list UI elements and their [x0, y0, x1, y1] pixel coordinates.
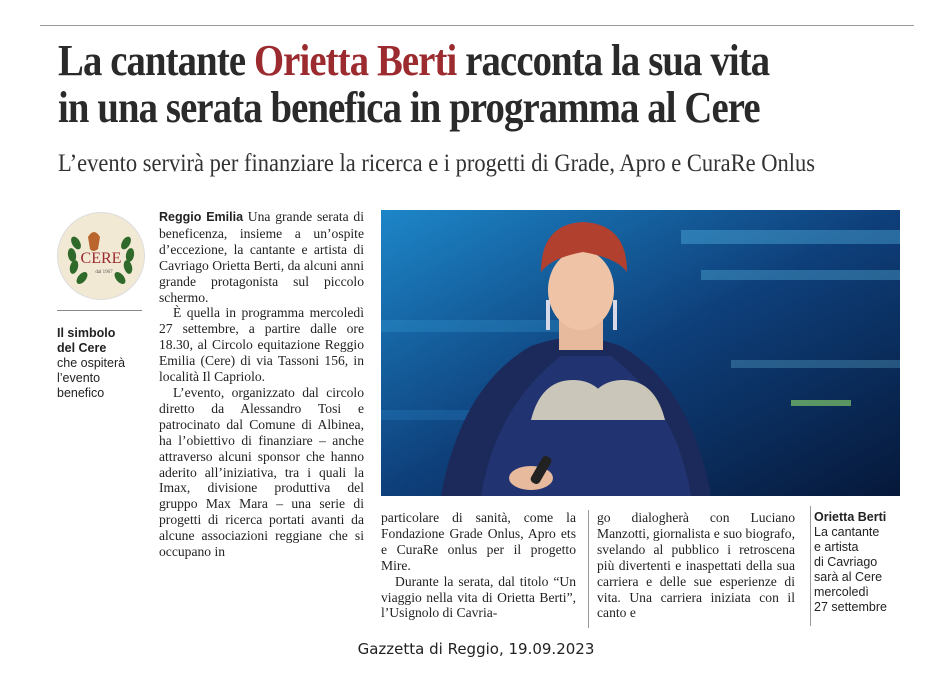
- paragraph-5: Durante la serata, dal titolo “Un viaggio nella vita di Orietta Berti”, l’Usignolo di Cavria-: [381, 573, 576, 621]
- caption-logo: [57, 326, 149, 401]
- headline-before: La cantante: [58, 36, 254, 85]
- caption-photo-line6: 27 settembre: [814, 600, 887, 614]
- headline-after: racconta la sua vita: [456, 36, 770, 85]
- caption-photo-line2: e artista: [814, 540, 859, 554]
- paragraph-1: [159, 209, 364, 305]
- caption-logo-bold1: Il simbolo: [57, 326, 116, 340]
- logo-small-text: dal 1967: [95, 270, 113, 275]
- logo-text: CERE: [80, 250, 122, 267]
- paragraph-2: È quella in programma mercoledì 27 settembre, a partire dalle ore 18.30, al Circolo equitazione Reggio Emilia (Cere) di via Tassoni 156, in località Il Capriolo.: [159, 305, 364, 385]
- paragraph-4: particolare di sanità, come la Fondazione Grade Onlus, Apro ets e CuraRe onlus per il progetto Mire.: [381, 510, 576, 573]
- caption-photo-line1: La cantante: [814, 525, 880, 539]
- dateline-place: Reggio Emilia: [159, 210, 244, 224]
- headline-highlight: Orietta Berti: [253, 36, 457, 85]
- logo-rule: [57, 310, 142, 311]
- article-column-1: [159, 209, 364, 627]
- paragraph-6: go dialogherà con Luciano Manzotti, giornalista e suo biografo, svelando al pubblico i retroscena più divertenti e inaspettati della sua carriera e delle sue esperienze di vita. Una carriera iniziata con il canto e: [597, 510, 795, 621]
- cere-logo: [57, 212, 145, 300]
- singer-photo-illustration: [381, 210, 900, 496]
- headline-line2: in una serata benefica in programma al Cere: [58, 83, 760, 132]
- column-divider: [588, 510, 589, 628]
- headline: [58, 37, 815, 131]
- article-column-2: [381, 510, 576, 628]
- caption-divider: [810, 506, 811, 626]
- subheadline: L’evento servirà per finanziare la ricerca e i progetti di Grade, Apro e CuraRe Onlus: [58, 150, 815, 177]
- photo-orietta-berti: [381, 210, 900, 496]
- caption-photo-line5: mercoledì: [814, 585, 869, 599]
- paragraph-1-text: Una grande serata di beneficenza, insieme a un’ospite d’eccezione, la cantante e artista di Cavriago Orietta Berti, da alcuni anni grande protagonista sul piccolo schermo.: [159, 209, 364, 305]
- caption-logo-line2: l’evento: [57, 371, 101, 385]
- caption-logo-line1: che ospiterà: [57, 356, 126, 370]
- caption-logo-bold2: del Cere: [57, 341, 107, 355]
- caption-photo-line4: sarà al Cere: [814, 570, 883, 584]
- caption-photo-bold: Orietta Berti: [814, 510, 887, 524]
- caption-photo-line3: di Cavriago: [814, 555, 878, 569]
- top-rule: [40, 25, 914, 26]
- paragraph-3: L’evento, organizzato dal circolo diretto da Alessandro Tosi e patrocinato dal Comune di Albinea, ha l’obiettivo di finanziare – anche attraverso alcuni sponsor che hanno aderito all’iniziativa, tra i quali la Imax, divisione produttiva del gruppo Max Mara – una serie di progetti di ricerca portati avanti da alcune associazioni reggiane che si occupano in: [159, 384, 364, 560]
- caption-photo: [814, 510, 909, 615]
- article-column-3: [597, 510, 795, 628]
- source-footer: Gazzetta di Reggio, 19.09.2023: [357, 640, 595, 658]
- laurel-wreath-icon: [58, 213, 144, 299]
- caption-logo-line3: benefico: [57, 386, 105, 400]
